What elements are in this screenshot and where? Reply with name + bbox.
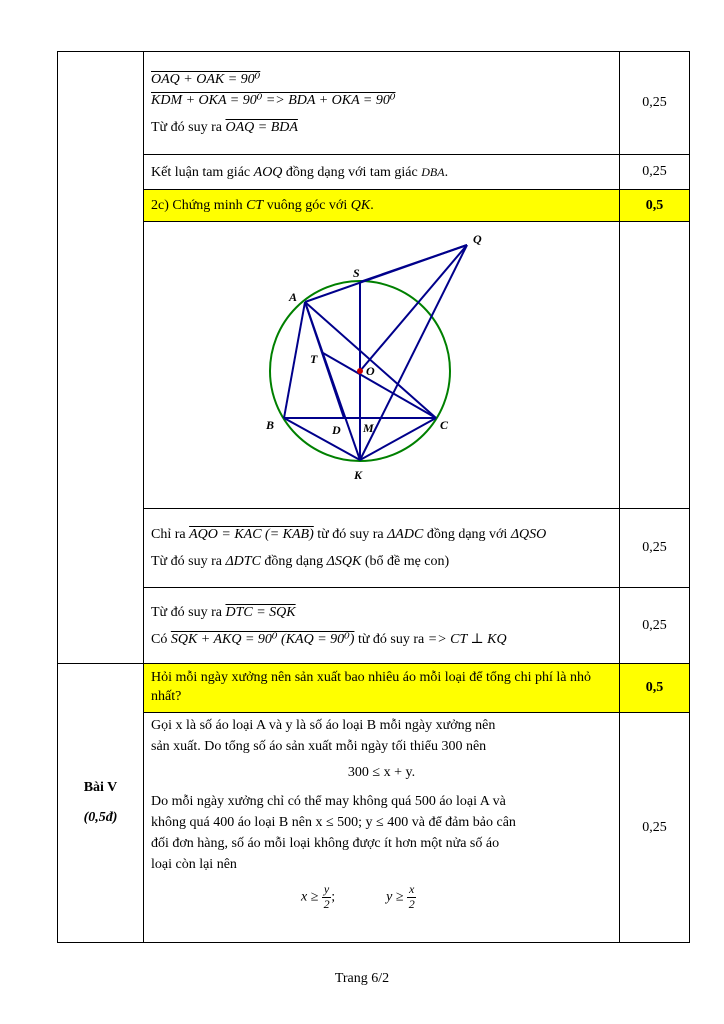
part-2c-title: 2c) Chứng minh CT vuông góc với QK. — [144, 190, 620, 222]
empty-score-cell — [620, 222, 690, 509]
geometry-figure — [144, 222, 604, 501]
bai5-line-4: không quá 400 áo loại B nên x ≤ 500; y ≤ 400 và để đảm bảo cân — [151, 815, 516, 830]
bai5-line-6: loại còn lại nên — [151, 857, 237, 872]
similar-line-1: Chỉ ra AQO = KAC (= KAB) từ đó suy ra ΔADC đồng dạng với ΔQSO — [151, 527, 547, 542]
label-Q: Q — [473, 232, 482, 246]
solution-table — [57, 51, 690, 943]
angle-proof-cell — [144, 52, 620, 155]
row-angle-proof — [58, 52, 690, 155]
score-cell: 0,25 — [620, 509, 690, 588]
similar-triangles-cell — [144, 509, 620, 588]
row-2c-header — [58, 190, 690, 222]
label-T: T — [310, 352, 318, 366]
blank-left-cell — [58, 52, 144, 664]
eq-line-3: Từ đó suy ra OAQ = BDA — [151, 119, 298, 135]
label-K: K — [354, 468, 363, 482]
row-conclusion — [58, 155, 690, 190]
page-footer: Trang 6/2 — [334, 971, 390, 986]
bai5-inequalities: x ≥ $\frac{y}{2}$ ; y ≥ $\frac{x}{2}$ — [301, 882, 415, 911]
bai5-line-3: Do mỗi ngày xưởng chỉ có thể may không quá 500 áo loại A và — [151, 794, 506, 809]
label-D: D — [332, 423, 341, 437]
score-cell: 0,25 — [620, 588, 690, 664]
perpendicular-cell — [144, 588, 620, 664]
label-B: B — [266, 418, 275, 432]
bai5-points: (0,5đ) — [83, 810, 118, 825]
bai5-label-cell — [58, 664, 144, 943]
bai5-question: Hỏi mỗi ngày xưởng nên sản xuất bao nhiêu áo mỗi loại để tổng chi phí là nhỏ nhất? — [144, 664, 620, 713]
score-cell: 0,5 — [620, 664, 690, 713]
bai5-title: Bài V — [83, 780, 118, 795]
bai5-solution-cell — [144, 713, 620, 943]
row-similar-triangles — [58, 509, 690, 588]
similar-line-2: Từ đó suy ra ΔDTC đồng dạng ΔSQK (bổ đề mẹ con) — [151, 554, 450, 569]
perp-line-2: Có SQK + AKQ = 90⁰ (KAQ = 90⁰) từ đó suy ra => CT ⊥ KQ — [151, 631, 507, 647]
bai5-line-5: đối đơn hàng, số áo mỗi loại không được ít hơn một nửa số áo — [151, 836, 500, 851]
center-point-O — [357, 368, 363, 374]
eq-line-1: OAQ + OAK = 90⁰ — [151, 71, 261, 87]
row-bai5-solution — [58, 713, 690, 943]
row-perpendicular — [58, 588, 690, 664]
frac-x-over-2: $\frac{x}{2}$ — [408, 882, 415, 911]
conclusion-cell: Kết luận tam giác AOQ đồng dạng với tam giác DBA. — [144, 155, 620, 190]
label-M: M — [363, 421, 374, 435]
label-C: C — [440, 418, 449, 432]
bai5-line-1: Gọi x là số áo loại A và y là số áo loại B mỗi ngày xưởng nên — [151, 718, 496, 733]
score-cell: 0,5 — [620, 190, 690, 222]
label-S: S — [353, 266, 360, 280]
row-figure — [58, 222, 690, 509]
label-O: O — [366, 364, 375, 378]
row-bai5-header — [58, 664, 690, 713]
eq-line-2: KDM + OKA = 90⁰ => BDA + OKA = 90⁰ — [151, 92, 396, 108]
figure-cell — [144, 222, 620, 509]
frac-y-over-2: $\frac{y}{2}$ — [323, 882, 330, 911]
perp-line-1: Từ đó suy ra DTC = SQK — [151, 604, 296, 620]
score-cell: 0,25 — [620, 52, 690, 155]
bai5-eq-1: 300 ≤ x + y. — [347, 765, 416, 780]
bai5-line-2: sản xuất. Do tổng số áo sản xuất mỗi ngày tối thiểu 300 nên — [151, 739, 487, 754]
score-cell: 0,25 — [620, 155, 690, 190]
label-A: A — [289, 290, 298, 304]
score-cell: 0,25 — [620, 713, 690, 943]
